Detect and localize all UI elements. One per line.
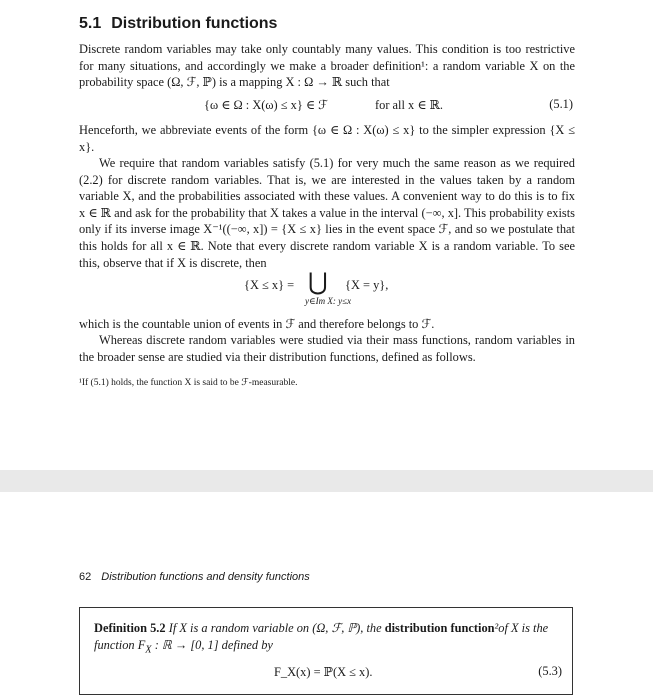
paragraph-1: Discrete random variables may take only countably many values. This condition is too restrictive for many situations, and accordingly we make a broader definition¹: a random variable X on the probability space (Ω, ℱ, ℙ) is a mapping X : Ω → ℝ such that bbox=[79, 42, 575, 90]
definition-text-c: X bbox=[145, 644, 152, 656]
union-eq-lhs: {X ≤ x} = bbox=[244, 278, 295, 292]
definition-term: distribution function bbox=[384, 621, 495, 635]
union-symbol: ⋃ bbox=[308, 270, 328, 296]
paragraph-3: We require that random variables satisfy (5.1) for very much the same reason as we required (2.2) for discrete random variables. That is, we are interested in the values taken by a random variable X, and the probabilities associated with these values. A convenient way to do this is to fix x ∈ ℝ and ask for the probability that X takes a value in the interval (−∞, x]. This probability exists only if its inverse image X⁻¹((−∞, x]) = {X ≤ x} lies in the event space ℱ, and so we postulate that this holds for all x ∈ ℝ. Note that every discrete random variable X is a random variable. To see this, observe that if X is discrete, then bbox=[79, 156, 575, 270]
definition-text-d: : ℝ → [0, 1] defined by bbox=[151, 638, 273, 652]
running-header bbox=[79, 571, 310, 583]
equation-5-1-lhs: {ω ∈ Ω : X(ω) ≤ x} ∈ ℱ bbox=[204, 98, 328, 112]
equation-number-5-1: (5.1) bbox=[549, 97, 573, 111]
definition-label: Definition 5.2 bbox=[94, 621, 166, 635]
definition-text bbox=[94, 620, 560, 658]
definition-box bbox=[79, 607, 573, 695]
definition-text-a: If X is a random variable on (Ω, ℱ, ℙ), the bbox=[168, 621, 382, 635]
paragraph-2: Henceforth, we abbreviate events of the form {ω ∈ Ω : X(ω) ≤ x} to the simpler expression {X ≤ x}. bbox=[79, 123, 575, 154]
paragraph-5: Whereas discrete random variables were studied via their mass functions, random variables in the broader sense are studied via their distribution functions, defined as follows. bbox=[79, 333, 575, 364]
equation-number-5-3: (5.3) bbox=[538, 664, 562, 678]
page-gap bbox=[0, 470, 653, 492]
section-number: 5.1 bbox=[79, 15, 102, 32]
page-number: 62 bbox=[79, 571, 92, 583]
section-title: Distribution functions bbox=[111, 15, 278, 32]
equation-5-1-condition: for all x ∈ ℝ. bbox=[375, 98, 443, 112]
section-heading bbox=[79, 15, 277, 33]
paragraph-4: which is the countable union of events in ℱ and therefore belongs to ℱ. bbox=[79, 317, 435, 331]
footnote: ¹If (5.1) holds, the function X is said to be ℱ-measurable. bbox=[79, 378, 298, 388]
chapter-title: Distribution functions and density functions bbox=[101, 571, 310, 583]
definition-text-b: ²of X is the function F bbox=[94, 621, 549, 652]
union-subscript: y∈Im X: y≤x bbox=[305, 296, 352, 306]
definition-equation: F_X(x) = ℙ(X ≤ x). bbox=[274, 665, 373, 679]
union-eq-rhs: {X = y}, bbox=[345, 278, 389, 292]
